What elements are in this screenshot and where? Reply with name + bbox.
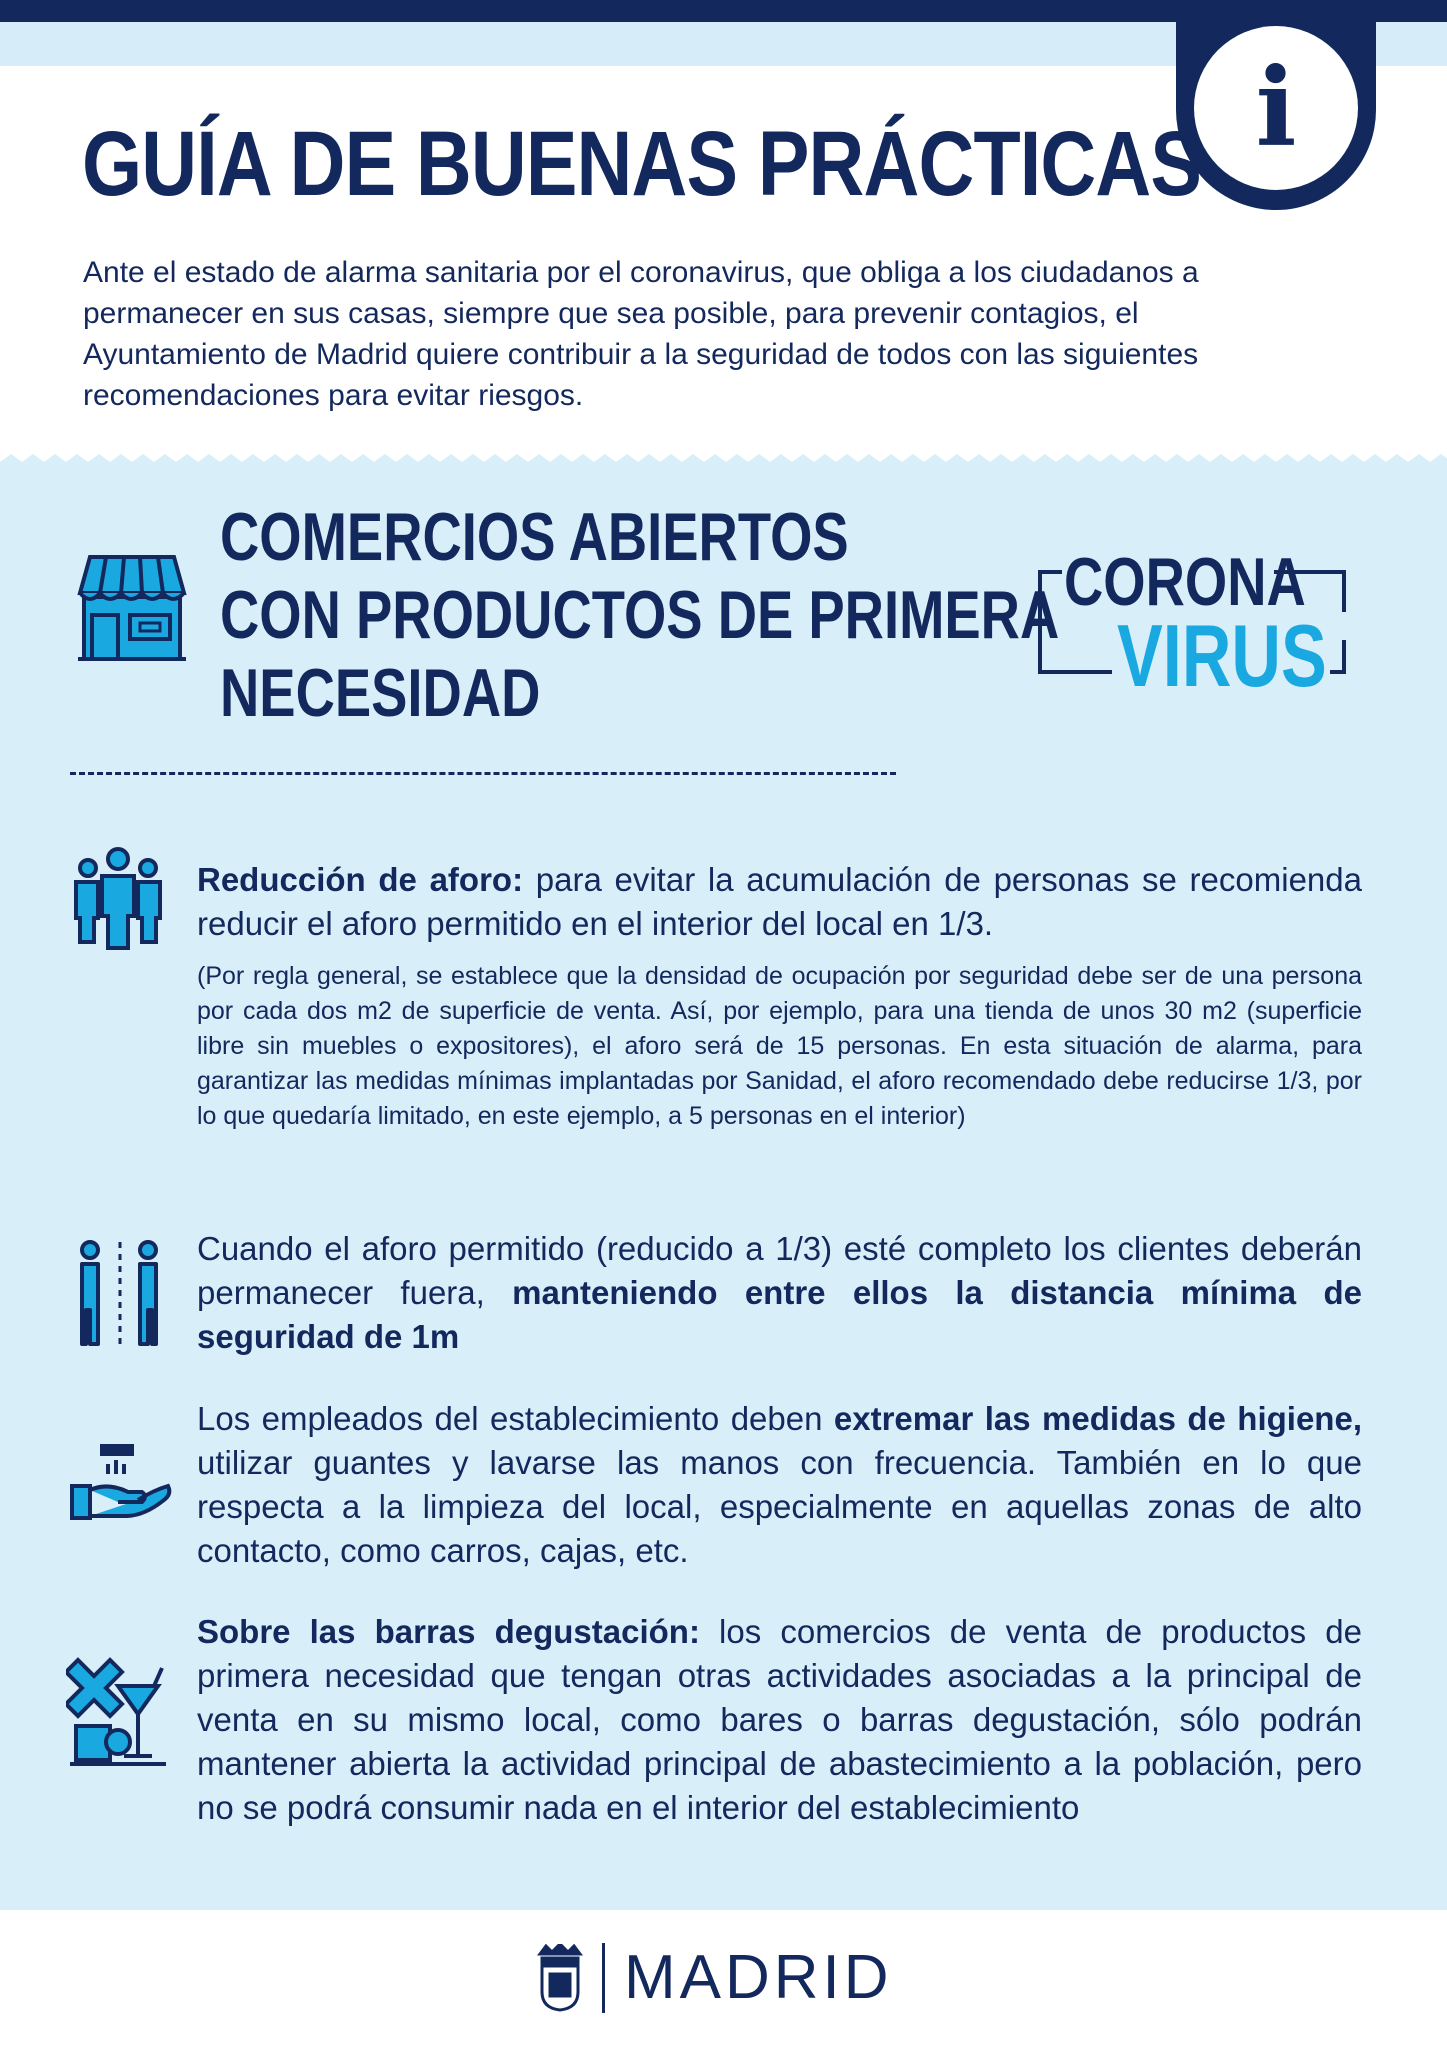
shop-icon <box>76 553 188 665</box>
madrid-logo-text: MADRID <box>624 1943 893 2012</box>
section-title-line-3: NECESIDAD <box>220 655 541 731</box>
item-barras <box>197 1610 1362 1830</box>
page-title: GUÍA DE BUENAS PRÁCTICAS <box>82 113 1202 215</box>
item-aforo-text: para evitar la acumulación de personas se recomienda reducir el aforo permitido en el interior del local en 1/3. <box>197 861 1362 942</box>
item-higiene-text-after: utilizar guantes y lavarse las manos con frecuencia. También en lo que respecta a la limpieza del local, especialmente en aquellas zonas de alto contacto, como carros, cajas, etc. <box>197 1444 1362 1569</box>
item-higiene <box>197 1397 1362 1573</box>
item-distancia <box>197 1227 1362 1359</box>
item-aforo <box>197 858 1362 946</box>
info-icon: i <box>1194 26 1358 190</box>
item-aforo-note: (Por regla general, se establece que la densidad de ocupación por seguridad debe ser de una persona por cada dos m2 de superficie de venta. Así, por ejemplo, para una tienda de unos 30 m2 (superficie libre sin muebles o expositores), el aforo será de 15 personas. En esta situación de alarma, para garantizar las medidas mínimas implantadas por Sanidad, el aforo recomendado debe reducirse 1/3, por lo que quedaría limitado, en este ejemplo, a 5 personas en el interior) <box>197 962 1362 1130</box>
item-barras-bold: Sobre las barras degustación: <box>197 1613 700 1650</box>
intro-text: Ante el estado de alarma sanitaria por el coronavirus, que obliga a los ciudadanos a permanecer en sus casas, siempre que sea posible, para prevenir contagios, el Ayuntamiento de Madrid quiere contribuir a la seguridad de todos con las siguientes recomendaciones para evitar riesgos. <box>83 256 1199 412</box>
logo-virus-text: VIRUS <box>1117 606 1327 705</box>
section-title-line-1: COMERCIOS ABIERTOS <box>220 499 849 575</box>
distance-icon <box>78 1240 164 1350</box>
footer-divider <box>602 1943 605 2013</box>
zigzag-divider <box>0 452 1447 472</box>
section-title-line-2: CON PRODUCTOS DE PRIMERA <box>220 577 1060 653</box>
hand-washing-icon <box>68 1444 172 1522</box>
item-distancia-text: Cuando el aforo permitido (reducido a 1/3) esté completo los clientes deberán permanecer fuera, <box>197 1230 1362 1311</box>
no-drinks-icon <box>66 1656 170 1768</box>
logo-corona-text: CORONA <box>1064 544 1306 620</box>
item-aforo-bold: Reducción de aforo: <box>197 861 524 898</box>
item-higiene-text-before: Los empleados del establecimiento deben <box>197 1400 834 1437</box>
dashed-divider <box>70 772 896 775</box>
item-barras-text: los comercios de venta de productos de primera necesidad que tengan otras actividades asociadas a la principal de venta en su mismo local, como bares o barras degustación, sólo podrán mantener abierta la actividad principal de abastecimiento a la población, pero no se podrá consumir nada en el interior del establecimiento <box>197 1613 1362 1826</box>
madrid-crest-icon <box>536 1944 584 2012</box>
item-higiene-bold: extremar las medidas de higiene, <box>833 1400 1362 1437</box>
people-group-icon <box>72 846 164 952</box>
section-title <box>220 498 1059 732</box>
item-distancia-bold: manteniendo entre ellos la distancia mínima de seguridad de 1m <box>197 1274 1362 1355</box>
